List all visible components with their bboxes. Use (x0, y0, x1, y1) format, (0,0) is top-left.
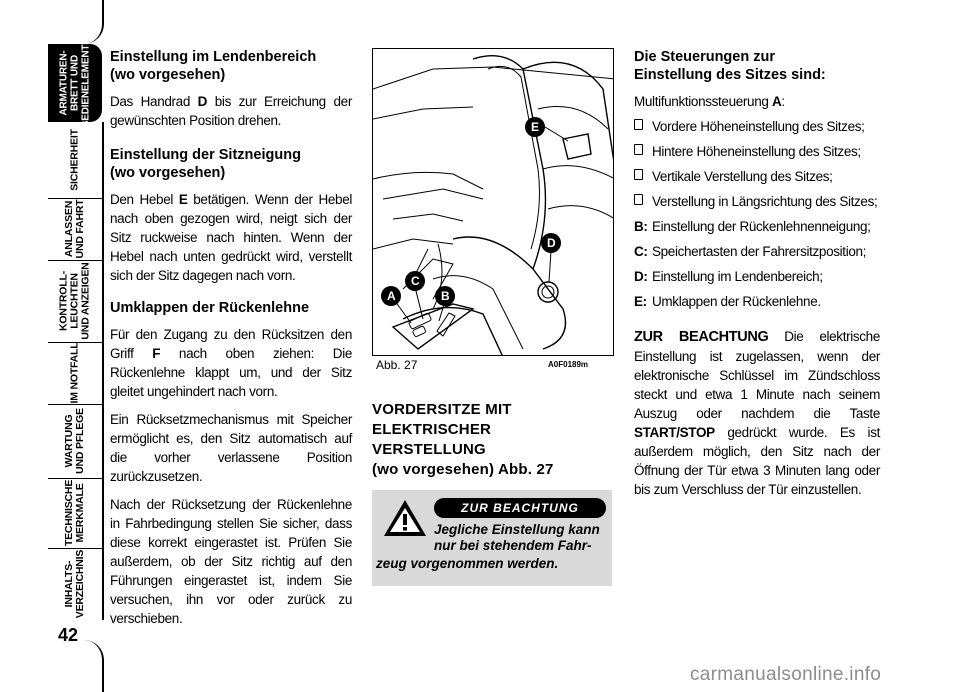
callout-c: C (411, 274, 420, 288)
list-item: D: Einstellung im Lendenbereich; (634, 269, 823, 284)
figure-caption: Abb. 27 (376, 358, 418, 372)
checkbox-icon (634, 169, 643, 180)
callout-d: D (547, 236, 556, 250)
seat-illustration (372, 48, 614, 356)
paragraph-lumbar: Das Handrad D bis zur Erreichung der gewünschten Position drehen. (110, 94, 352, 128)
watermark: carmanualsonline.info (690, 664, 882, 685)
multifunction-control-label: Multifunktionssteuerung A: (634, 94, 785, 109)
tab-armaturenbrett[interactable] (48, 38, 102, 128)
tab-label-technische-merkmale: TECHNISCHE MERKMALE (63, 479, 86, 547)
heading-lumbar: Einstellung im Lendenbereich (wo vorgesehen) (110, 49, 317, 83)
checklist (634, 117, 880, 211)
tab-label-inhaltsverzeichnis: INHALTS- VERZEICHNIS (63, 549, 86, 619)
callout-a: A (387, 289, 396, 303)
seat-drawing (373, 49, 614, 356)
paragraph-reset-mechanism: Ein Rücksetzmechanismus mit Speicher ermöglicht es, den Sitz automatisch auf die vorher verlassene Position zurückzusetzen. (110, 412, 352, 484)
note-paragraph: ZUR BEACHTUNG Die elektrische Einstellung ist zugelassen, wenn der elektronische Schlüssel im Zündschloss steckt und etwa 1 Minute nach seinem Auszug oder nachdem die Taste START/STOP gedrückt wurde. Es ist außerdem möglich, den Sitz nach der Öffnung der Tür etwa 3 Minuten lang oder bis zum Verschluss der Tür einzustellen. (634, 329, 881, 497)
tab-label-armaturenbrett: ARMATUREN- BRETT UND BEDIENELEMENTE (58, 38, 92, 128)
list-item: E: Umklappen der Rückenlehne. (634, 294, 821, 309)
heading-tilt: Einstellung der Sitzneigung (wo vorgesehen) (110, 147, 301, 181)
paragraph-fold: Für den Zugang zu den Rücksitzen den Griff F nach oben ziehen: Die Rückenlehne klappt um, und der Sitz gleitet ungehindert nach vorn. (110, 327, 352, 399)
chapter-sidebar (0, 0, 100, 692)
tab-inhaltsverzeichnis[interactable] (48, 548, 104, 620)
tab-label-notfall: IM NOTFALL (68, 342, 81, 404)
tab-label-sicherheit: SICHERHEIT (68, 129, 81, 191)
tab-label-wartung: WARTUNG UND PFLEGE (63, 408, 86, 474)
list-item: Vertikale Verstellung des Sitzes; (634, 167, 880, 186)
figure-code: A0F0189m (548, 360, 589, 369)
heading-controls: Die Steuerungen zur Einstellung des Sitzes sind: (634, 49, 826, 83)
paragraph-reset-check: Nach der Rücksetzung der Rückenlehne in Fahrbedingung stellen Sie sicher, dass diese korrekt eingerastet ist. Prüfen Sie außerdem, ob der Sitz richtig auf den Führungen eingerastet ist, indem Sie versuchen, ihn vor oder zurück zu verschieben. (110, 497, 352, 626)
checkbox-icon (634, 194, 643, 205)
tab-label-anlassen: ANLASSEN UND FAHRT (63, 199, 86, 259)
checkbox-icon (634, 144, 643, 155)
paragraph-tilt: Den Hebel E betätigen. Wenn der Hebel nach oben gezogen wird, neigt sich der Sitz ruckweise nach hinten. Wenn der Hebel nach unten gedrückt wird, verstellt sich der Sitz dagegen nach vorn. (110, 192, 352, 283)
list-item: Vordere Höheneinstellung des Sitzes; (634, 117, 880, 136)
warning-text-end: zeug vorgenommen werden. (376, 556, 559, 571)
warning-box (372, 490, 612, 586)
tab-label-kontrollleuchten: KONTROLL- LEUCHTEN UND ANZEIGEN (57, 262, 92, 340)
warning-triangle-icon (382, 498, 428, 538)
tab-technische-merkmale[interactable] (48, 478, 104, 548)
callout-e: E (531, 120, 540, 134)
tab-sicherheit[interactable] (48, 122, 104, 198)
tab-wartung[interactable] (48, 404, 104, 478)
section-heading: VORDERSITZE MIT ELEKTRISCHER VERSTELLUNG (wo vorgesehen) Abb. 27 (372, 401, 554, 478)
checkbox-icon (634, 119, 643, 130)
page-number: 42 (58, 625, 79, 645)
list-item: Verstellung in Längsrichtung des Sitzes; (634, 192, 880, 211)
warning-title: ZUR BEACHTUNG (434, 498, 606, 518)
list-item: B: Einstellung der Rückenlehnenneigung; (634, 219, 871, 234)
list-item: Hintere Höheneinstellung des Sitzes; (634, 142, 880, 161)
callout-b: B (441, 289, 450, 303)
right-column (634, 48, 880, 508)
list-item: C: Speichertasten der Fahrersitzposition; (634, 244, 867, 259)
tab-notfall[interactable] (48, 342, 104, 404)
warning-text: Jegliche Einstellung kann nur bei stehendem Fahr- (434, 522, 600, 553)
tab-anlassen[interactable] (48, 198, 104, 260)
tab-kontrollleuchten[interactable] (48, 260, 104, 342)
left-column (110, 48, 352, 637)
sidebar-edge-bottom (80, 640, 104, 692)
heading-fold: Umklappen der Rückenlehne (110, 300, 310, 316)
